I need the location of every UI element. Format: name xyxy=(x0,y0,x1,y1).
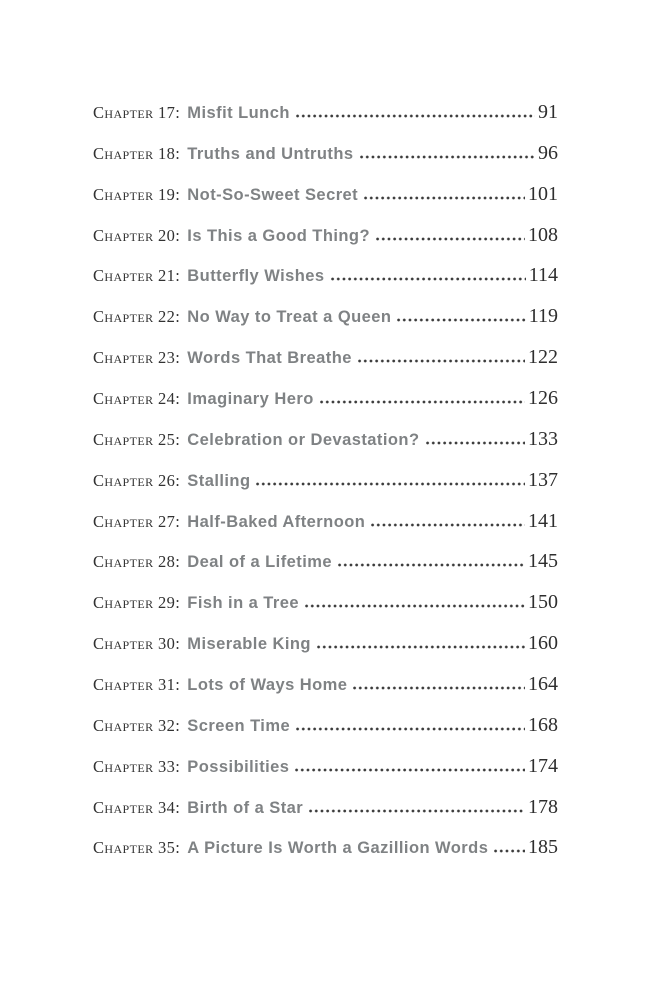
chapter-label: Chapter 23: xyxy=(93,348,181,368)
page-number: 96 xyxy=(538,141,558,164)
page-number: 101 xyxy=(528,182,558,205)
dot-leader-icon xyxy=(296,114,535,118)
chapter-title: Fish in a Tree xyxy=(187,594,300,613)
chapter-title: Screen Time xyxy=(187,716,291,735)
chapter-title: Is This a Good Thing? xyxy=(187,226,370,245)
toc-entry xyxy=(93,499,558,540)
chapter-label: Chapter 17: xyxy=(93,103,181,122)
dot-leader-icon xyxy=(371,523,525,527)
dot-leader-icon xyxy=(256,482,525,486)
chapter-label: Chapter 35: xyxy=(93,838,181,858)
chapter-label: Chapter 26: xyxy=(93,470,181,490)
dot-leader-icon xyxy=(426,441,526,445)
toc-entry xyxy=(93,131,558,172)
page-number: 114 xyxy=(528,264,558,287)
toc-list xyxy=(93,90,558,866)
page-number: 150 xyxy=(528,591,558,614)
dot-leader-icon xyxy=(320,400,525,404)
chapter-title: Miserable King xyxy=(187,635,311,654)
chapter-title: Half-Baked Afternoon xyxy=(187,512,366,531)
chapter-label: Chapter 19: xyxy=(93,184,181,204)
dot-leader-icon xyxy=(338,563,525,567)
dot-leader-icon xyxy=(296,727,525,731)
chapter-label: Chapter 32: xyxy=(93,715,181,735)
dot-leader-icon xyxy=(364,196,525,200)
dot-leader-icon xyxy=(305,604,525,608)
chapter-title: Truths and Untruths xyxy=(187,144,354,163)
dot-leader-icon xyxy=(353,686,525,690)
toc-entry xyxy=(93,703,558,744)
chapter-title: Lots of Ways Home xyxy=(187,676,348,695)
chapter-label: Chapter 20: xyxy=(93,225,181,245)
dot-leader-icon xyxy=(309,809,525,813)
chapter-title: Words That Breathe xyxy=(187,349,352,368)
dot-leader-icon xyxy=(317,645,525,649)
chapter-label: Chapter 31: xyxy=(93,675,181,695)
toc-entry xyxy=(93,335,558,376)
toc-entry xyxy=(93,294,558,335)
page-number: 122 xyxy=(528,346,558,369)
dot-leader-icon xyxy=(331,277,526,281)
chapter-label: Chapter 18: xyxy=(93,143,181,163)
toc-entry xyxy=(93,213,558,254)
page-number: 119 xyxy=(528,305,558,328)
toc-entry xyxy=(93,580,558,621)
dot-leader-icon xyxy=(295,768,525,772)
toc-entry xyxy=(93,376,558,417)
chapter-label: Chapter 27: xyxy=(93,511,181,531)
chapter-title: Birth of a Star xyxy=(187,798,304,817)
toc-entry xyxy=(93,662,558,703)
chapter-title: Deal of a Lifetime xyxy=(187,553,333,572)
dot-leader-icon xyxy=(376,237,525,241)
toc-entry xyxy=(93,621,558,662)
chapter-label: Chapter 30: xyxy=(93,634,181,654)
toc-entry xyxy=(93,172,558,213)
page-number: 178 xyxy=(528,795,558,818)
dot-leader-icon xyxy=(360,155,535,159)
page-number: 168 xyxy=(528,713,558,736)
chapter-title: Misfit Lunch xyxy=(187,104,290,122)
page-number: 108 xyxy=(528,223,558,246)
chapter-title: Not-So-Sweet Secret xyxy=(187,185,359,204)
chapter-label: Chapter 29: xyxy=(93,593,181,613)
chapter-title: Stalling xyxy=(187,471,251,490)
chapter-label: Chapter 33: xyxy=(93,756,181,776)
toc-entry xyxy=(93,417,558,458)
page-number: 133 xyxy=(528,427,558,450)
chapter-title: A Picture Is Worth a Gazillion Words xyxy=(187,839,489,858)
toc-entry xyxy=(93,744,558,785)
toc-entry xyxy=(93,825,558,866)
chapter-title: Imaginary Hero xyxy=(187,390,314,409)
toc-entry xyxy=(93,90,558,131)
toc-entry xyxy=(93,785,558,826)
dot-leader-icon xyxy=(397,318,525,322)
page-number: 137 xyxy=(528,468,558,491)
chapter-title: No Way to Treat a Queen xyxy=(187,308,392,327)
chapter-label: Chapter 34: xyxy=(93,797,181,817)
chapter-title: Butterfly Wishes xyxy=(187,267,325,286)
page-number: 145 xyxy=(528,550,558,573)
chapter-title: Possibilities xyxy=(187,757,290,776)
page-number: 141 xyxy=(528,509,558,532)
toc-entry xyxy=(93,539,558,580)
page-number: 185 xyxy=(528,836,558,859)
chapter-label: Chapter 28: xyxy=(93,552,181,572)
page-number: 126 xyxy=(528,387,558,410)
toc-entry xyxy=(93,253,558,294)
chapter-title: Celebration or Devastation? xyxy=(187,430,420,449)
page-number: 174 xyxy=(528,754,558,777)
toc-entry xyxy=(93,458,558,499)
page-number: 164 xyxy=(528,673,558,696)
chapter-label: Chapter 21: xyxy=(93,266,181,286)
chapter-label: Chapter 24: xyxy=(93,389,181,409)
chapter-label: Chapter 25: xyxy=(93,429,181,449)
page-number: 160 xyxy=(528,632,558,655)
chapter-label: Chapter 22: xyxy=(93,307,181,327)
dot-leader-icon xyxy=(494,849,525,853)
dot-leader-icon xyxy=(358,359,525,363)
page-number: 91 xyxy=(538,101,558,123)
